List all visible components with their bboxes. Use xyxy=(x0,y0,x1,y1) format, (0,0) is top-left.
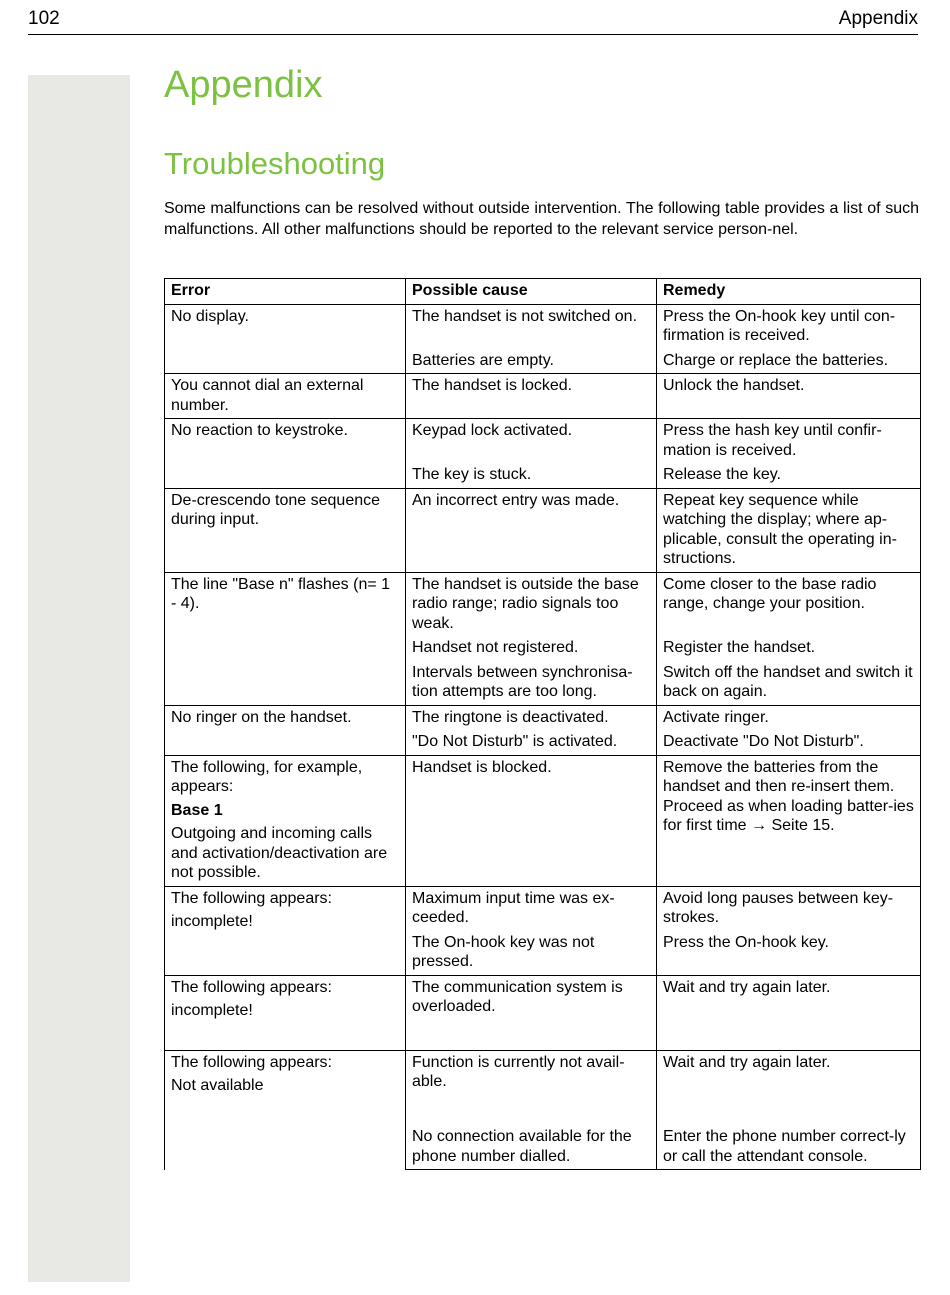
remedy-cell: Press the hash key until confir-mation is received. xyxy=(657,419,921,464)
remedy-cell: Deactivate "Do Not Disturb". xyxy=(657,730,921,755)
table-row xyxy=(165,572,921,636)
cause-cell: No connection available for the phone number dialled. xyxy=(406,1125,657,1170)
remedy-cell: Come closer to the base radio range, change your position. xyxy=(657,572,921,636)
cause-cell: Function is currently not avail-able. xyxy=(406,1050,657,1125)
remedy-cell: Enter the phone number correct-ly or call the attendant console. xyxy=(657,1125,921,1170)
display-text: incomplete! xyxy=(171,1002,253,1019)
remedy-cell: Wait and try again later. xyxy=(657,1050,921,1125)
remedy-cell: Activate ringer. xyxy=(657,705,921,730)
remedy-cell: Release the key. xyxy=(657,463,921,488)
cause-cell: "Do Not Disturb" is activated. xyxy=(406,730,657,755)
remedy-cell: Switch off the handset and switch it back on again. xyxy=(657,661,921,706)
remedy-cell: Repeat key sequence while watching the display; where ap-plicable, consult the operating in-structions. xyxy=(657,488,921,572)
remedy-cell: Press the On-hook key until con-firmation is received. xyxy=(657,304,921,349)
error-cell: You cannot dial an external number. xyxy=(165,374,406,419)
remedy-cell: Unlock the handset. xyxy=(657,374,921,419)
remedy-cell: Remove the batteries from the handset and then re-insert them. Proceed as when loading batter-ies for first time → Seite 15. xyxy=(657,755,921,886)
page-number: 102 xyxy=(28,8,60,29)
cause-cell: Intervals between synchronisa-tion attempts are too long. xyxy=(406,661,657,706)
cause-cell: The handset is locked. xyxy=(406,374,657,419)
remedy-cell: Charge or replace the batteries. xyxy=(657,349,921,374)
display-text: Not available xyxy=(171,1077,264,1094)
cause-cell: The handset is outside the base radio range; radio signals too weak. xyxy=(406,572,657,636)
error-cell xyxy=(165,1050,406,1170)
error-cell xyxy=(165,886,406,975)
error-cell xyxy=(165,755,406,886)
remedy-cell: Press the On-hook key. xyxy=(657,931,921,976)
error-detail: Outgoing and incoming calls and activation/deactivation are not possible. xyxy=(171,825,388,881)
cause-cell: Batteries are empty. xyxy=(406,349,657,374)
cause-cell: Keypad lock activated. xyxy=(406,419,657,464)
remedy-cell: Register the handset. xyxy=(657,636,921,661)
header-rule xyxy=(28,34,918,35)
error-text: The following, for example, appears: xyxy=(171,758,363,795)
chapter-title: Appendix xyxy=(164,64,323,106)
table-row xyxy=(165,374,921,419)
cause-cell: The communication system is overloaded. xyxy=(406,975,657,1050)
error-text: The following appears: xyxy=(171,889,332,907)
error-cell: No reaction to keystroke. xyxy=(165,419,406,489)
error-cell xyxy=(165,975,406,1050)
table-row xyxy=(165,1050,921,1125)
error-cell: No ringer on the handset. xyxy=(165,705,406,755)
cause-cell: An incorrect entry was made. xyxy=(406,488,657,572)
table-row xyxy=(165,975,921,1050)
cause-cell: The handset is not switched on. xyxy=(406,304,657,349)
cause-cell: The ringtone is deactivated. xyxy=(406,705,657,730)
table-row xyxy=(165,755,921,886)
display-text: incomplete! xyxy=(171,913,253,930)
header-cause: Possible cause xyxy=(406,279,657,305)
remedy-cell: Wait and try again later. xyxy=(657,975,921,1050)
table-row xyxy=(165,304,921,349)
display-text: Base 1 xyxy=(171,801,223,819)
table-row xyxy=(165,705,921,730)
header-error: Error xyxy=(165,279,406,305)
cause-cell: Handset is blocked. xyxy=(406,755,657,886)
intro-paragraph: Some malfunctions can be resolved without outside intervention. The following table provides a list of such malfunctions. All other malfunctions should be reported to the relevant service person-nel. xyxy=(164,200,919,238)
error-cell: The line "Base n" flashes (n= 1 - 4). xyxy=(165,572,406,705)
table-row xyxy=(165,419,921,464)
error-cell: De-crescendo tone sequence during input. xyxy=(165,488,406,572)
table-row xyxy=(165,886,921,931)
cause-cell: Handset not registered. xyxy=(406,636,657,661)
sidebar-band xyxy=(28,75,130,1282)
error-text: The following appears: xyxy=(171,1053,332,1071)
table-row xyxy=(165,488,921,572)
header-remedy: Remedy xyxy=(657,279,921,305)
cause-cell: Maximum input time was ex-ceeded. xyxy=(406,886,657,931)
remedy-cell: Avoid long pauses between key-strokes. xyxy=(657,886,921,931)
cause-cell: The key is stuck. xyxy=(406,463,657,488)
running-head: Appendix xyxy=(838,8,918,29)
error-text: The following appears: xyxy=(171,978,332,996)
cause-cell: The On-hook key was not pressed. xyxy=(406,931,657,976)
error-cell: No display. xyxy=(165,304,406,374)
table-header-row xyxy=(165,279,921,305)
section-title: Troubleshooting xyxy=(164,146,386,181)
troubleshooting-table xyxy=(164,278,921,1170)
